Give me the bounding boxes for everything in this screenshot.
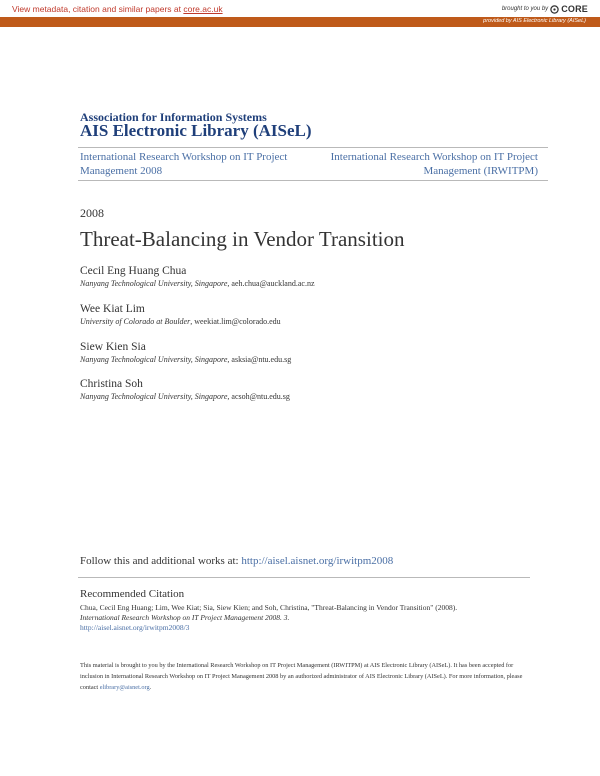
citation-authors-title: Chua, Cecil Eng Huang; Lim, Wee Kiat; Sia, Siew Kien; and Soh, Christina, "Threat-Balancing in Vendor Transition" (2008). — [80, 603, 458, 612]
author-email[interactable]: asksia@ntu.edu.sg — [231, 355, 292, 364]
header-divider-top — [78, 147, 548, 148]
author-email[interactable]: weekiat.lim@colorado.edu — [194, 317, 281, 326]
core-bar — [0, 0, 600, 28]
provided-by[interactable]: provided by AIS Electronic Library (AISeL) — [483, 18, 586, 24]
library-name[interactable]: AIS Electronic Library (AISeL) — [80, 121, 312, 140]
core-logo-text[interactable]: CORE — [561, 4, 588, 14]
recommended-citation — [80, 603, 520, 633]
author-entry — [80, 265, 315, 288]
header-divider-bottom — [78, 180, 548, 181]
author-entry — [80, 378, 290, 401]
author-email[interactable]: aeh.chua@auckland.ac.nz — [231, 279, 315, 288]
author-email[interactable]: acsoh@ntu.edu.sg — [231, 392, 290, 401]
core-link[interactable]: core.ac.uk — [183, 4, 223, 14]
citation-venue — [80, 613, 520, 623]
contact-email[interactable]: elibrary@aisnet.org — [99, 684, 150, 691]
author-entry — [80, 341, 291, 364]
follow-line — [80, 555, 393, 567]
affiliation-institution: Nanyang Technological University, Singapore — [80, 355, 228, 364]
brought-by-text: brought to you by — [501, 6, 549, 12]
author-name: Siew Kien Sia — [80, 341, 146, 353]
core-metadata-link[interactable] — [12, 4, 223, 14]
association-name[interactable]: Association for Information Systems — [80, 110, 267, 124]
author-affiliation: Nanyang Technological University, Singapore, acsoh@ntu.edu.sg — [80, 392, 290, 401]
author-entry — [80, 303, 281, 326]
notice-end: . — [149, 684, 152, 691]
author-affiliation: Nanyang Technological University, Singapore, aeh.chua@auckland.ac.nz — [80, 279, 315, 288]
follow-divider — [78, 577, 530, 578]
access-notice — [80, 660, 525, 693]
author-affiliation: University of Colorado at Boulder, weekiat.lim@colorado.edu — [80, 317, 281, 326]
series-link-left[interactable]: International Research Workshop on IT Project Management 2008 — [80, 151, 288, 177]
citation-link[interactable]: http://aisel.aisnet.org/irwitpm2008/3 — [80, 623, 190, 632]
series-link-right[interactable]: International Research Workshop on IT Project Management (IRWITPM) — [330, 151, 538, 177]
core-metadata-prefix: View metadata, citation and similar papers at — [12, 4, 184, 14]
citation-venue-text: International Research Workshop on IT Project Management 2008. 3. — [80, 613, 290, 622]
author-name: Cecil Eng Huang Chua — [80, 265, 187, 277]
affiliation-institution: University of Colorado at Boulder — [80, 317, 191, 326]
affiliation-institution: Nanyang Technological University, Singapore — [80, 279, 228, 288]
follow-text: Follow this and additional works at: — [80, 555, 242, 567]
notice-text: This material is brought to you by the International Research Workshop on IT Project Management (IRWITPM) at AIS Electronic Library (AISeL). It has been accepted for inclusion in International Research Workshop on IT Project Management 2008 by an authorized administrator of AIS Electronic Library (AISeL). For more information, please contact — [80, 662, 523, 691]
recommended-citation-heading: Recommended Citation — [80, 588, 185, 600]
author-affiliation: Nanyang Technological University, Singapore, asksia@ntu.edu.sg — [80, 355, 292, 364]
affiliation-institution: Nanyang Technological University, Singapore — [80, 392, 228, 401]
paper-title: Threat-Balancing in Vendor Transition — [80, 227, 405, 251]
author-name: Christina Soh — [80, 378, 143, 390]
core-logo-icon — [550, 5, 559, 14]
follow-link[interactable]: http://aisel.aisnet.org/irwitpm2008 — [241, 555, 394, 567]
publication-year: 2008 — [80, 206, 104, 220]
author-name: Wee Kiat Lim — [80, 303, 145, 315]
brought-by — [502, 4, 588, 14]
